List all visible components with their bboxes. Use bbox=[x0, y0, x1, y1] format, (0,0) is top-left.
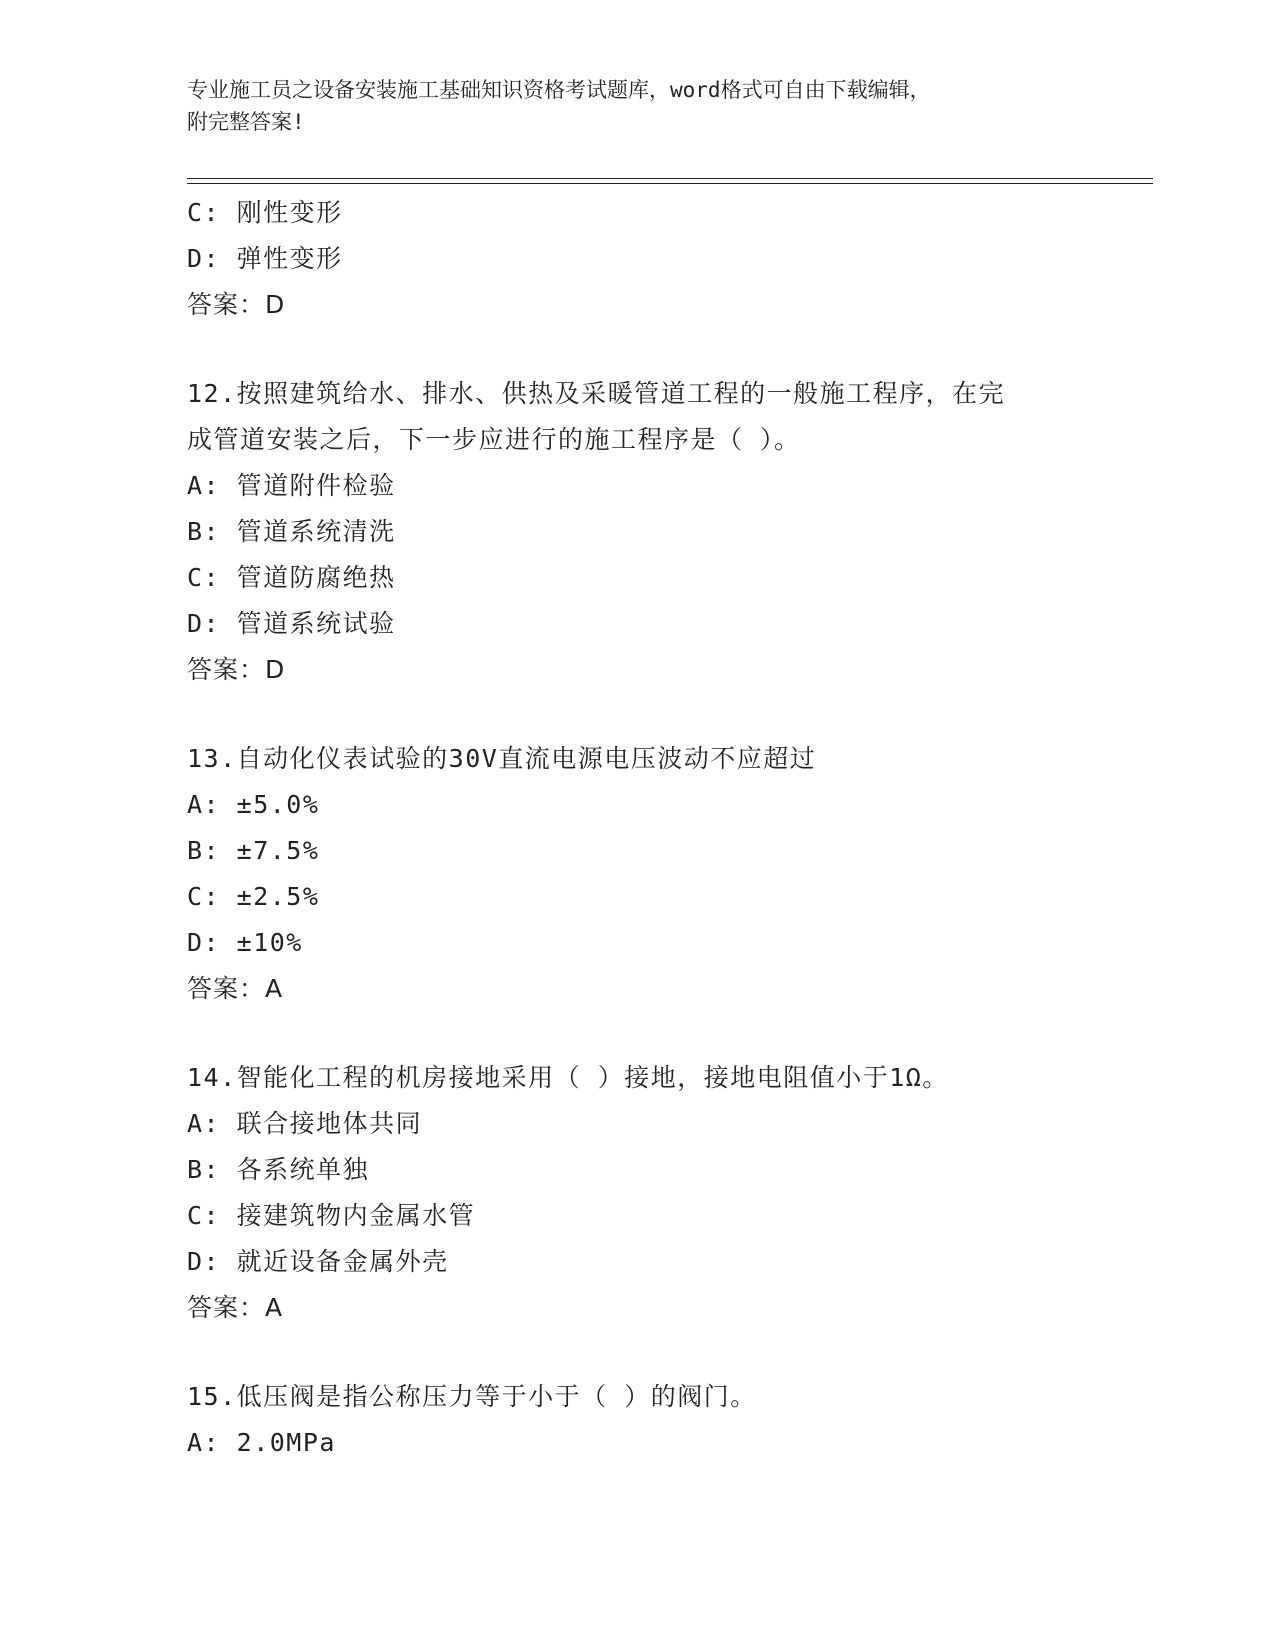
option-d: D: ±10% bbox=[187, 928, 303, 957]
header-line-1: 专业施工员之设备安装施工基础知识资格考试题库，word格式可自由下载编辑， bbox=[187, 78, 931, 102]
question-gap bbox=[187, 693, 1117, 736]
question-stem-line-1: 13.自动化仪表试验的30V直流电源电压波动不应超过 bbox=[187, 744, 817, 773]
option-a: A: 2.0MPa bbox=[187, 1428, 336, 1457]
answer: 答案：D bbox=[187, 290, 286, 319]
option-c: C: 管道防腐绝热 bbox=[187, 563, 396, 592]
question-12 bbox=[187, 371, 1117, 693]
option-c: C: 刚性变形 bbox=[187, 198, 343, 227]
question-list bbox=[187, 190, 1117, 1466]
answer: 答案：D bbox=[187, 655, 286, 684]
answer: 答案：A bbox=[187, 1293, 284, 1322]
question-stem-line-1: 12.按照建筑给水、排水、供热及采暖管道工程的一般施工程序，在完 bbox=[187, 379, 1006, 408]
question-gap bbox=[187, 328, 1117, 371]
page-header bbox=[187, 74, 1087, 138]
question-15 bbox=[187, 1374, 1117, 1466]
question-gap bbox=[187, 1012, 1117, 1055]
question-11-tail bbox=[187, 190, 1117, 328]
header-rule-top bbox=[187, 178, 1153, 179]
answer: 答案：A bbox=[187, 974, 284, 1003]
question-stem-line-1: 15.低压阀是指公称压力等于小于（ ）的阀门。 bbox=[187, 1382, 757, 1411]
header-line-2: 附完整答案! bbox=[187, 110, 305, 134]
header-rule-bottom bbox=[187, 183, 1153, 184]
question-stem-line-1: 14.智能化工程的机房接地采用（ ）接地，接地电阻值小于1Ω。 bbox=[187, 1063, 949, 1092]
option-b: B: 各系统单独 bbox=[187, 1155, 370, 1184]
option-b: B: 管道系统清洗 bbox=[187, 517, 396, 546]
question-gap bbox=[187, 1331, 1117, 1374]
option-b: B: ±7.5% bbox=[187, 836, 320, 865]
option-a: A: 管道附件检验 bbox=[187, 471, 396, 500]
option-c: C: 接建筑物内金属水管 bbox=[187, 1201, 476, 1230]
option-d: D: 管道系统试验 bbox=[187, 609, 396, 638]
option-d: D: 弹性变形 bbox=[187, 244, 343, 273]
option-c: C: ±2.5% bbox=[187, 882, 320, 911]
question-stem-line-2: 成管道安装之后，下一步应进行的施工程序是（ ）。 bbox=[187, 425, 801, 454]
question-14 bbox=[187, 1055, 1117, 1331]
option-a: A: 联合接地体共同 bbox=[187, 1109, 423, 1138]
option-a: A: ±5.0% bbox=[187, 790, 320, 819]
option-d: D: 就近设备金属外壳 bbox=[187, 1247, 449, 1276]
question-13 bbox=[187, 736, 1117, 1012]
